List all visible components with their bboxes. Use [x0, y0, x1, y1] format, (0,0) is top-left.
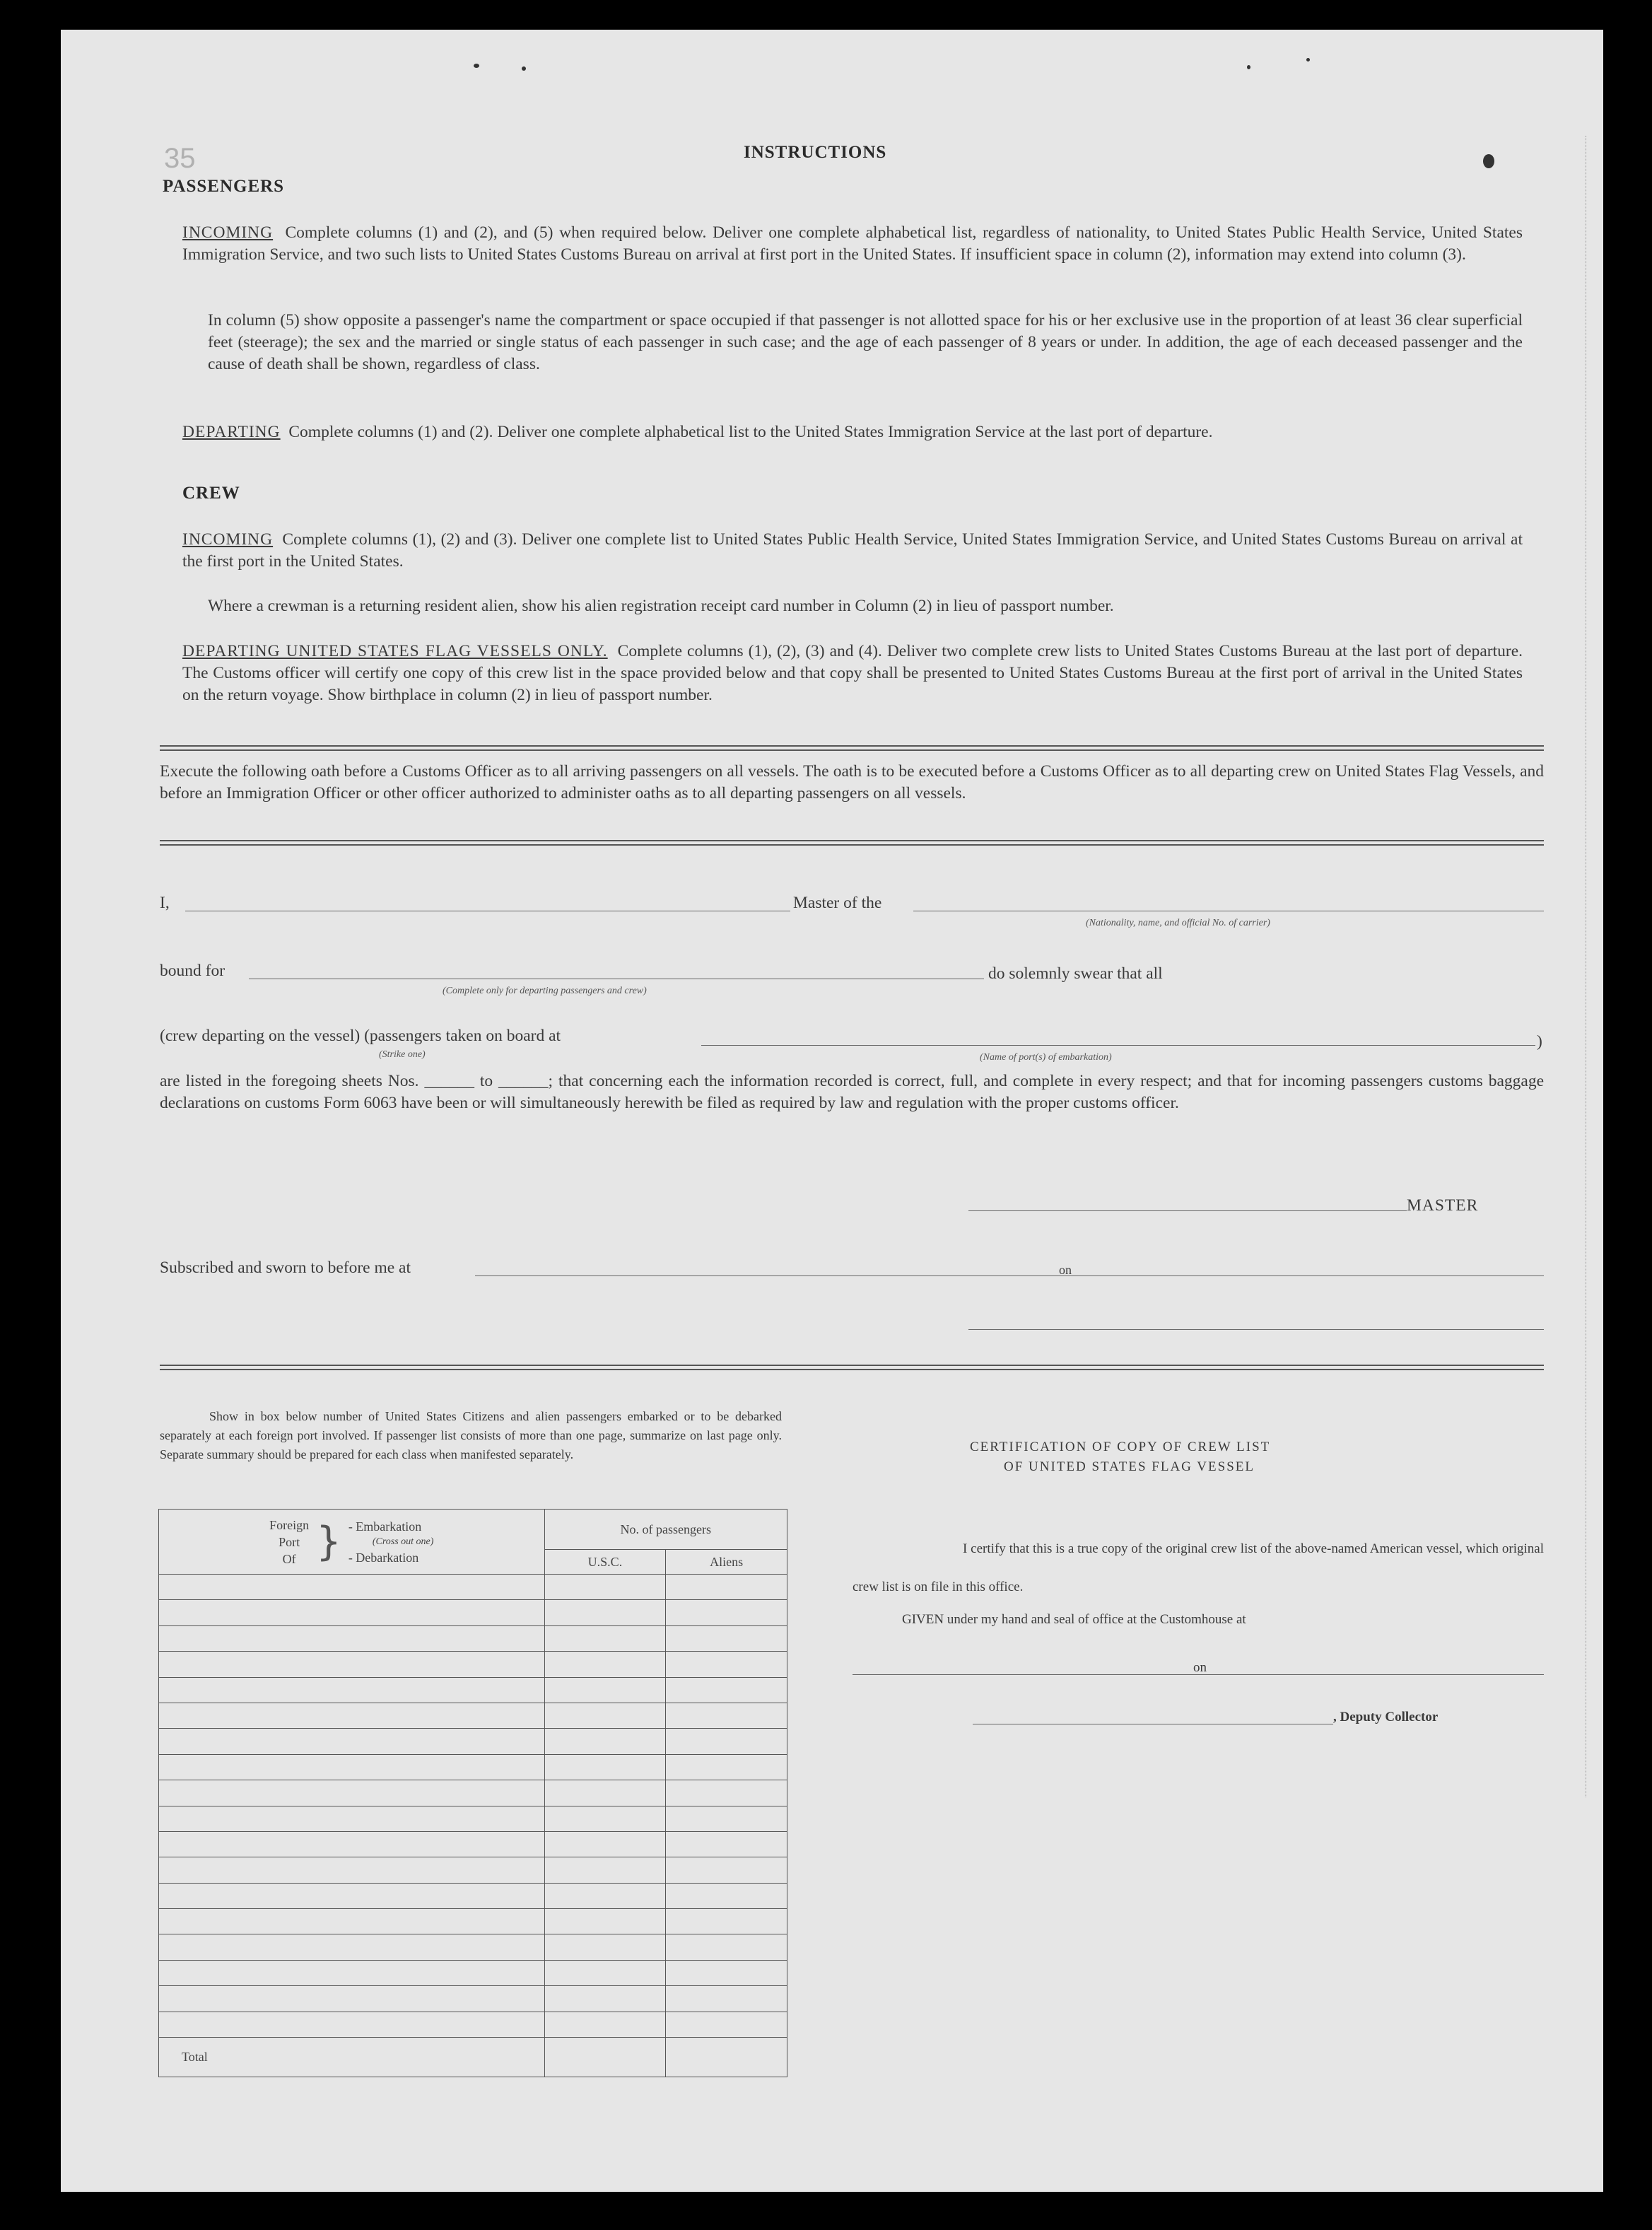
crew-departing [182, 641, 1523, 706]
aliens-cell[interactable] [666, 2012, 787, 2037]
deputy-collector-label: , Deputy Collector [1333, 1710, 1439, 1724]
ports-hint: (Name of port(s) of embarkation) [980, 1052, 1112, 1063]
usc-cell[interactable] [544, 1883, 666, 1908]
aliens-cell[interactable] [666, 1960, 787, 1985]
embarkation-label: - Embarkation [348, 1519, 422, 1534]
aliens-cell[interactable] [666, 1934, 787, 1960]
port-cell[interactable] [159, 1883, 545, 1908]
scan-speck [522, 66, 526, 71]
no-of-passengers-header: No. of passengers [544, 1510, 787, 1550]
passengers-departing [182, 421, 1523, 443]
usc-cell[interactable] [544, 1909, 666, 1934]
aliens-cell[interactable] [666, 1600, 787, 1625]
given-text: GIVEN under my hand and seal of office at the Customhouse at [902, 1612, 1246, 1627]
master-of-the-label: Master of the [793, 894, 882, 912]
usc-header: U.S.C. [544, 1550, 666, 1575]
table-row [159, 1986, 787, 2012]
passengers-incoming [182, 222, 1523, 266]
usc-cell[interactable] [544, 1831, 666, 1857]
aliens-cell[interactable] [666, 1986, 787, 2012]
port-cell[interactable] [159, 1677, 545, 1703]
passengers-incoming-text: Complete columns (1) and (2), and (5) when required below. Deliver one complete alphabetical list, regardless of nationality, to United States Public Health Service, United States Immigration Service, and two such lists to United States Customs Bureau on arrival at first port in the United States. If insufficient space in column (2), information may extend into column (3). [182, 223, 1523, 264]
scan-speck [474, 64, 479, 68]
usc-cell[interactable] [544, 2012, 666, 2037]
section-divider-2 [160, 840, 1544, 846]
crew-returning [208, 595, 1523, 617]
master-signature-field[interactable] [968, 1210, 1407, 1211]
margin-page-number: 35 [164, 143, 196, 174]
total-aliens-cell[interactable] [666, 2038, 787, 2077]
port-cell[interactable] [159, 2012, 545, 2037]
strike-one-hint: (Strike one) [379, 1049, 426, 1060]
foreign-label: Foreign [269, 1517, 310, 1532]
table-row [159, 1909, 787, 1934]
aliens-cell[interactable] [666, 1703, 787, 1728]
officer-signature-field[interactable] [968, 1329, 1544, 1330]
usc-cell[interactable] [544, 1986, 666, 2012]
crew-heading: CREW [182, 484, 240, 503]
table-row [159, 1934, 787, 1960]
aliens-header: Aliens [666, 1550, 787, 1575]
given-on-label: on [1193, 1660, 1207, 1675]
bound-for-label: bound for [160, 962, 225, 980]
port-cell[interactable] [159, 1986, 545, 2012]
usc-cell[interactable] [544, 1677, 666, 1703]
foreign-port-header [159, 1510, 545, 1575]
aliens-cell[interactable] [666, 1625, 787, 1651]
close-paren: ) [1537, 1032, 1542, 1051]
port-cell[interactable] [159, 1857, 545, 1883]
port-cell[interactable] [159, 1909, 545, 1934]
usc-cell[interactable] [544, 1703, 666, 1728]
swear-label: do solemnly swear that all [988, 964, 1163, 983]
passengers-incoming-label: INCOMING [182, 223, 274, 242]
usc-cell[interactable] [544, 1754, 666, 1780]
usc-cell[interactable] [544, 1729, 666, 1754]
certification-title-2: OF UNITED STATES FLAG VESSEL [1004, 1459, 1255, 1474]
aliens-cell[interactable] [666, 1677, 787, 1703]
usc-cell[interactable] [544, 1625, 666, 1651]
form-page [61, 30, 1603, 2192]
table-row [159, 1652, 787, 1677]
oath-i-label: I, [160, 894, 170, 912]
crew-returning-text: Where a crewman is a returning resident alien, show his alien registration receipt card number in Column (2) in lieu of passport number. [208, 597, 1114, 615]
aliens-cell[interactable] [666, 1729, 787, 1754]
crew-departing-label: DEPARTING UNITED STATES FLAG VESSELS ONLY. [182, 642, 608, 660]
aliens-cell[interactable] [666, 1883, 787, 1908]
table-row [159, 1883, 787, 1908]
passengers-heading: PASSENGERS [163, 177, 285, 196]
brace-icon: } [316, 1518, 341, 1565]
port-label: Port [279, 1534, 300, 1549]
margin-tally-marks [1586, 136, 1596, 1797]
port-cell[interactable] [159, 1780, 545, 1806]
oath-instruction: Execute the following oath before a Customs Officer as to all arriving passengers on all vessels. The oath is to be executed before a Customs Officer as to all departing crew on United States Flag Vessels, and before an Immigration Officer or other officer authorized to administer oaths as to all departing passengers on all vessels. [160, 762, 1544, 802]
port-cell[interactable] [159, 1754, 545, 1780]
crew-departing-text: Complete columns (1), (2), (3) and (4). Deliver two complete crew lists to United States Customs Bureau at the last port of departure. The Customs officer will certify one copy of this crew list in the space provided below and that copy shall be presented to United States Customs Bureau at the first port of arrival in the United States on the return voyage. Show birthplace in column (2) in lieu of passport number. [182, 642, 1523, 704]
table-row [159, 1600, 787, 1625]
usc-cell[interactable] [544, 1575, 666, 1600]
passengers-departing-text: Complete columns (1) and (2). Deliver one complete alphabetical list to the United States Immigration Service at the last port of departure. [288, 423, 1213, 441]
sheets-statement: are listed in the foregoing sheets Nos. ______ to ______; that concerning each the information recorded is correct, full, and complete in every respect; and that for incoming passengers customs baggage declarations on customs Form 6063 have been or will simultaneously herewith be filed as required by law and regulation with the proper customs officer. [160, 1072, 1544, 1112]
subscribed-at-field[interactable] [475, 1275, 1544, 1276]
total-usc-cell[interactable] [544, 2038, 666, 2077]
certify-text: I certify that this is a true copy of the original crew list of the above-named American vessel, which original crew list is on file in this office. [853, 1541, 1544, 1594]
embarkation-ports-field[interactable] [701, 1045, 1535, 1046]
bound-for-hint: (Complete only for departing passengers and crew) [443, 986, 647, 996]
crew-incoming [182, 529, 1523, 573]
usc-cell[interactable] [544, 1960, 666, 1985]
usc-cell[interactable] [544, 1652, 666, 1677]
table-row [159, 1625, 787, 1651]
of-label: Of [282, 1551, 296, 1566]
subscribed-on-label: on [1059, 1263, 1072, 1277]
master-signature-label: MASTER [1407, 1196, 1479, 1215]
aliens-cell[interactable] [666, 1909, 787, 1934]
crew-passengers-label: (crew departing on the vessel) (passengers taken on board at [160, 1027, 561, 1045]
aliens-cell[interactable] [666, 1806, 787, 1831]
table-row [159, 1729, 787, 1754]
debarkation-label: - Debarkation [348, 1550, 419, 1565]
port-cell[interactable] [159, 1729, 545, 1754]
table-row [159, 1677, 787, 1703]
aliens-cell[interactable] [666, 1831, 787, 1857]
port-cell[interactable] [159, 1960, 545, 1985]
usc-cell[interactable] [544, 1806, 666, 1831]
port-cell[interactable] [159, 1806, 545, 1831]
crew-incoming-text: Complete columns (1), (2) and (3). Deliver one complete list to United States Public Health Service, United States Immigration Service, and United States Customs Bureau on arrival at the first port in the United States. [182, 530, 1523, 571]
usc-cell[interactable] [544, 1934, 666, 1960]
passengers-column5-text: In column (5) show opposite a passenger's name the compartment or space occupied if that passenger is not allotted space for his or her exclusive use in the proportion of at least 36 clear superficial feet (steerage); the sex and the married or single status of each passenger in such case; and the age of each passenger of 8 years or under. In addition, the age of each deceased passenger and the cause of death shall be shown, regardless of class. [208, 311, 1523, 373]
table-row [159, 1857, 787, 1883]
scan-speck [1247, 65, 1250, 69]
page-title: INSTRUCTIONS [744, 143, 887, 162]
table-row [159, 2012, 787, 2037]
certification-title-1: CERTIFICATION OF COPY OF CREW LIST [970, 1440, 1271, 1454]
port-cell[interactable] [159, 1575, 545, 1600]
aliens-cell[interactable] [666, 1754, 787, 1780]
total-row [159, 2038, 787, 2077]
scan-speck [1306, 58, 1310, 62]
section-divider-1 [160, 745, 1544, 751]
port-cell[interactable] [159, 1703, 545, 1728]
scan-speck [1483, 154, 1494, 168]
usc-cell[interactable] [544, 1857, 666, 1883]
port-cell[interactable] [159, 1625, 545, 1651]
port-cell[interactable] [159, 1652, 545, 1677]
aliens-cell[interactable] [666, 1780, 787, 1806]
table-row [159, 1831, 787, 1857]
section-divider-3 [160, 1365, 1544, 1370]
carrier-hint: (Nationality, name, and official No. of carrier) [1086, 918, 1270, 928]
passenger-summary-table [158, 1509, 787, 2077]
usc-cell[interactable] [544, 1780, 666, 1806]
aliens-cell[interactable] [666, 1652, 787, 1677]
summary-instruction: Show in box below number of United States Citizens and alien passengers embarked or to be debarked separately at each foreign port involved. If passenger list consists of more than one page, summarize on last page only. Separate summary should be prepared for each class when manifested separately. [160, 1409, 782, 1461]
passengers-departing-label: DEPARTING [182, 423, 281, 441]
table-row [159, 1960, 787, 1985]
port-cell[interactable] [159, 1831, 545, 1857]
crew-incoming-label: INCOMING [182, 530, 274, 549]
port-cell[interactable] [159, 1600, 545, 1625]
aliens-cell[interactable] [666, 1575, 787, 1600]
table-row [159, 1806, 787, 1831]
table-row [159, 1575, 787, 1600]
cross-out-hint: (Cross out one) [372, 1536, 434, 1547]
table-row [159, 1703, 787, 1728]
port-cell[interactable] [159, 1934, 545, 1960]
total-label: Total [159, 2038, 545, 2077]
passengers-column5 [208, 310, 1523, 375]
table-row [159, 1754, 787, 1780]
subscribed-label: Subscribed and sworn to before me at [160, 1259, 411, 1277]
table-row [159, 1780, 787, 1806]
aliens-cell[interactable] [666, 1857, 787, 1883]
usc-cell[interactable] [544, 1600, 666, 1625]
